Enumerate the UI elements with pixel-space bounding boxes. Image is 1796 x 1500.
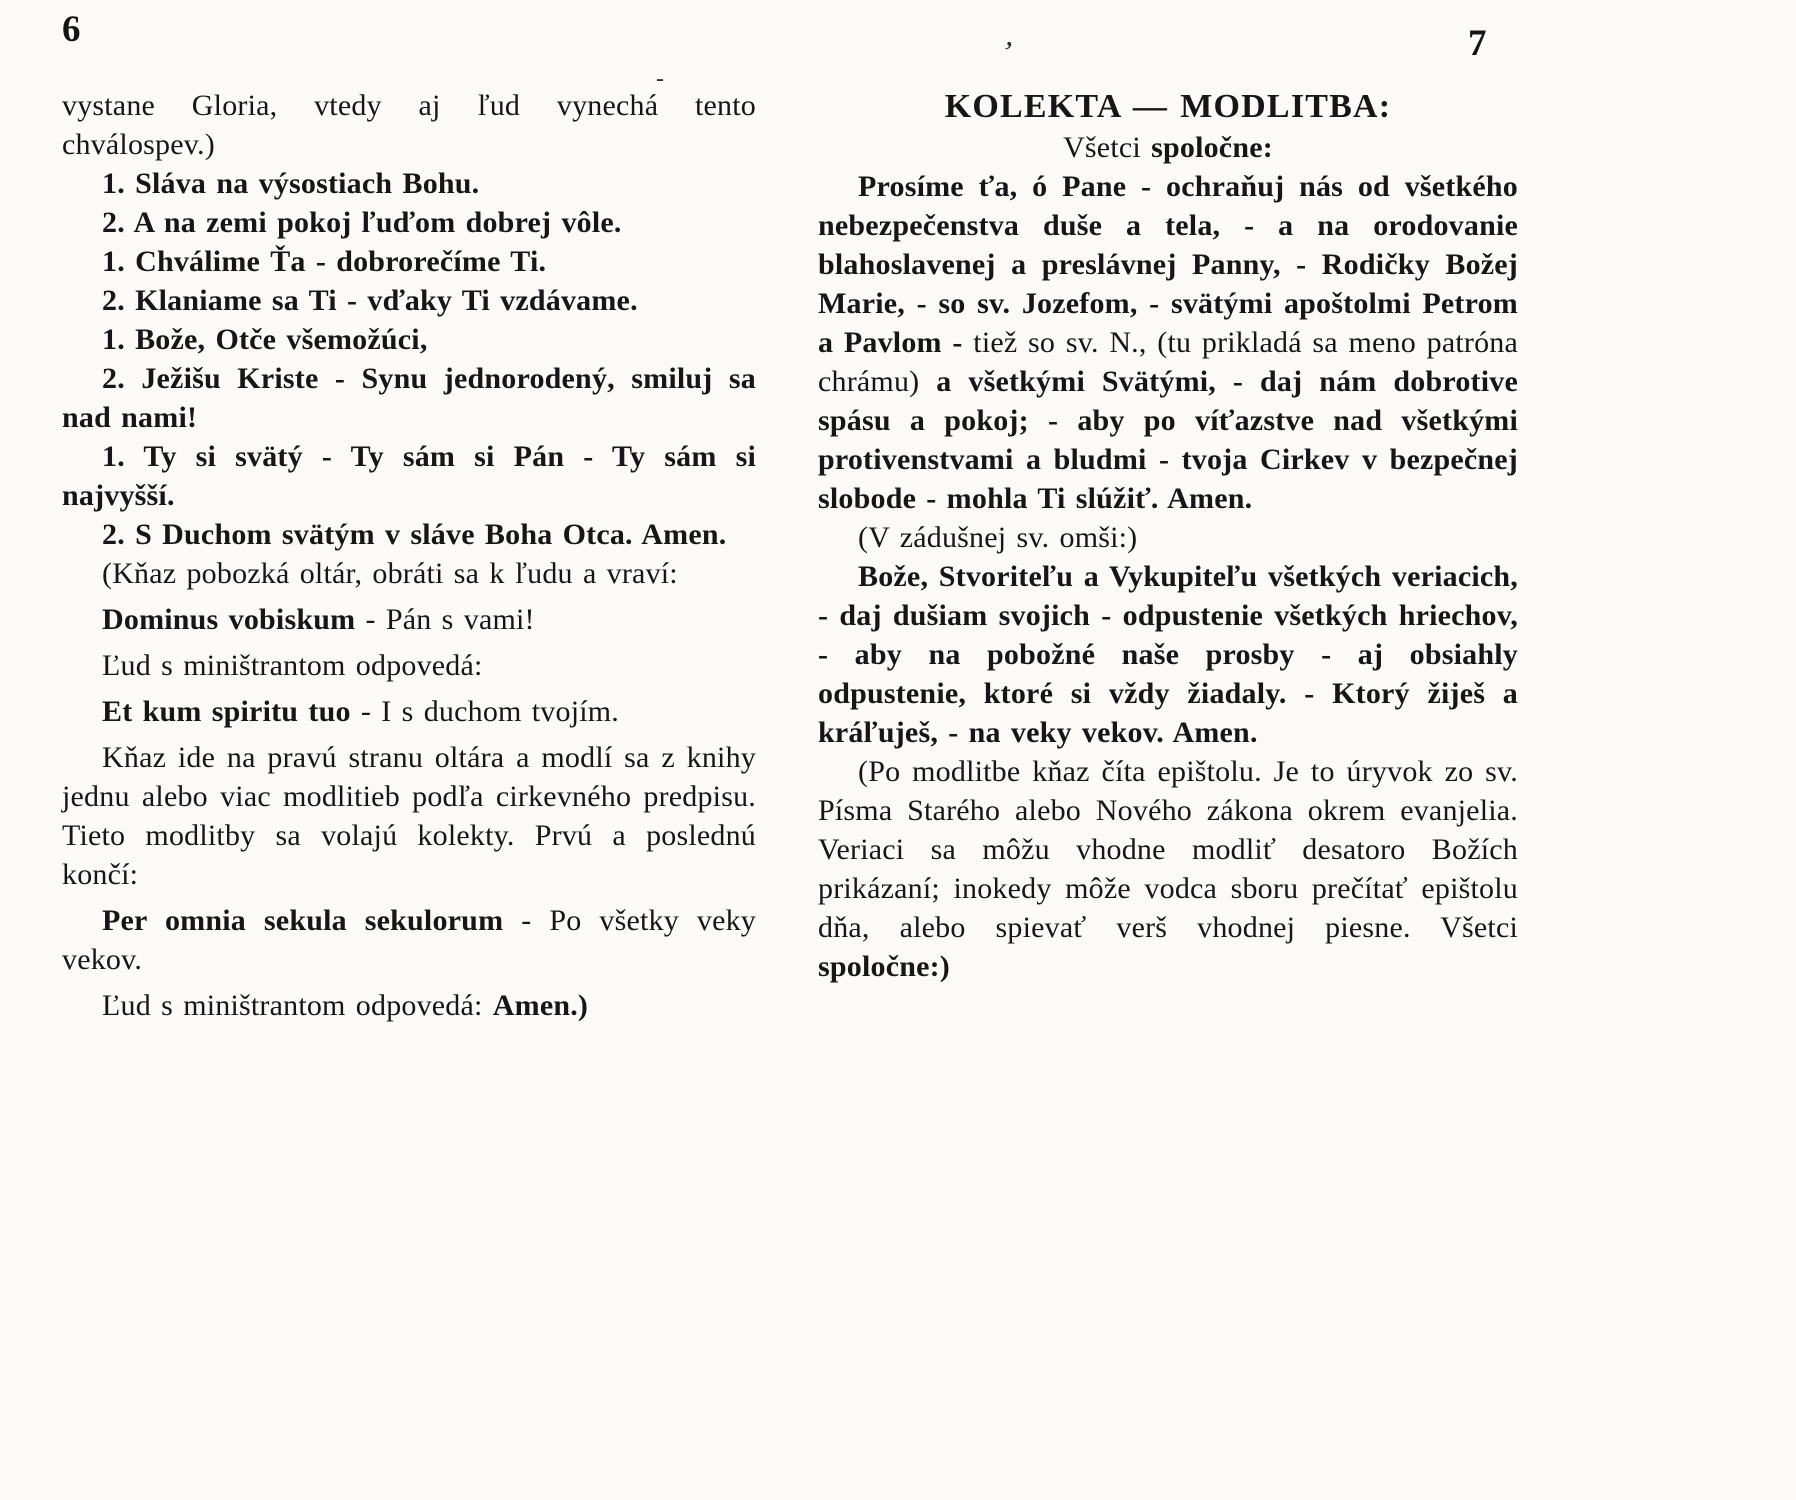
text-run: vystane Gloria, vtedy aj ľud vynechá tento chválospev.) — [62, 89, 756, 161]
page-number-right: 7 — [1468, 23, 1487, 64]
paragraph — [62, 242, 756, 281]
bold-text-run: 2. A na zemi pokoj ľuďom dobrej vôle. — [102, 206, 622, 239]
text-run: (Po modlitbe kňaz číta epištolu. Je to úryvok zo sv. Písma Starého alebo Nového zákona okrem evanjelia. Veriaci sa môžu vhodne modliť desatoro Božích prikázaní; inokedy môže vodca sboru prečítať epištolu dňa, alebo spievať verš vhodnej piesne. Všetci — [818, 755, 1518, 944]
right-text-column — [818, 86, 1518, 986]
bold-text-run: Et kum spiritu tuo — [102, 695, 351, 728]
text-run: - Po všetky veky vekov. — [62, 904, 756, 976]
section-heading — [818, 86, 1518, 128]
paragraph — [818, 167, 1518, 518]
text-run: tiež so sv. N., (tu prikladá sa meno patróna chrámu) — [818, 326, 1518, 398]
bold-text-run: 2. S Duchom svätým v sláve Boha Otca. Amen. — [102, 518, 727, 551]
bold-text-run: Per omnia sekula sekulorum — [102, 904, 504, 937]
bold-text-run: 1. Sláva na výsostiach Bohu. — [102, 167, 480, 200]
paragraph — [62, 320, 756, 359]
paragraph — [62, 986, 756, 1025]
text-run: - Pán s vami! — [355, 603, 535, 636]
scan-artifact-mark: ’ — [998, 33, 1017, 71]
bold-text-run: Bože, Stvoriteľu a Vykupiteľu všetkých veriacich, - daj dušiam svojich - odpustenie všetkých hriechov, - aby na pobožné naše prosby - aj obsiahly odpustenie, ktoré si vždy žiadaly. - Ktorý žiješ a kráľuješ, - na veky vekov. Amen. — [818, 560, 1518, 749]
bold-text-run: spoločne: — [1151, 131, 1273, 164]
paragraph — [62, 281, 756, 320]
paragraph — [62, 86, 756, 164]
paragraph — [62, 692, 756, 731]
bold-text-run: a všetkými Svätými, - daj nám dobrotive spásu a pokoj; - aby po víťazstve nad všetkými protivenstvami a bludmi - tvoja Cirkev v bezpečnej slobode - mohla Ti slúžiť. Amen. — [818, 365, 1518, 515]
text-run: Ľud s miništrantom odpovedá: — [102, 989, 493, 1022]
paragraph — [62, 554, 756, 593]
text-run: (V zádušnej sv. omši:) — [858, 521, 1138, 554]
subheading — [818, 128, 1518, 167]
paragraph — [62, 164, 756, 203]
text-run: Kňaz ide na pravú stranu oltára a modlí sa z knihy jednu alebo viac modlitieb podľa cirkevného predpisu. Tieto modlitby sa volajú kolekty. Prvú a poslednú končí: — [62, 741, 756, 891]
paragraph — [62, 515, 756, 554]
paragraph — [62, 203, 756, 242]
text-run: (Kňaz pobozká oltár, obráti sa k ľudu a vraví: — [102, 557, 678, 590]
bold-text-run: Prosíme ťa, ó Pane - ochraňuj nás od všetkého nebezpečenstva duše a tela, - a na orodovanie blahoslavenej a preslávnej Panny, - Rodičky Božej Marie, - so sv. Jozefom, - svätými apoštolmi Petrom a Pavlom - — [818, 170, 1518, 359]
text-run: Ľud s miništrantom odpovedá: — [102, 649, 483, 682]
page-number-left: 6 — [62, 9, 81, 50]
paragraph — [818, 557, 1518, 752]
bold-text-run: Amen.) — [492, 989, 589, 1022]
bold-text-run: 1. Bože, Otče všemožúci, — [102, 323, 428, 356]
paragraph — [62, 901, 756, 979]
paragraph — [62, 738, 756, 894]
paragraph — [62, 600, 756, 639]
left-text-column — [62, 86, 756, 1025]
bold-text-run: 1. Chválime Ťa - dobrorečíme Ti. — [102, 245, 547, 278]
text-run: Všetci — [1063, 131, 1152, 164]
text-run: - I s duchom tvojím. — [350, 695, 620, 728]
paragraph — [62, 646, 756, 685]
paragraph — [62, 437, 756, 515]
paragraph — [818, 752, 1518, 986]
bold-text-run: 1. Ty si svätý - Ty sám si Pán - Ty sám si najvyšší. — [62, 440, 756, 512]
bold-text-run: 2. Ježišu Kriste - Synu jednorodený, smiluj sa nad nami! — [62, 362, 756, 434]
bold-text-run: Dominus vobiskum — [102, 603, 356, 636]
bold-text-run: spoločne:) — [818, 950, 950, 983]
paragraph — [62, 359, 756, 437]
bold-text-run: KOLEKTA — MODLITBA: — [944, 88, 1392, 125]
bold-text-run: 2. Klaniame sa Ti - vďaky Ti vzdávame. — [102, 284, 638, 317]
scan-artifact-dash: - — [656, 66, 664, 92]
paragraph — [818, 518, 1518, 557]
